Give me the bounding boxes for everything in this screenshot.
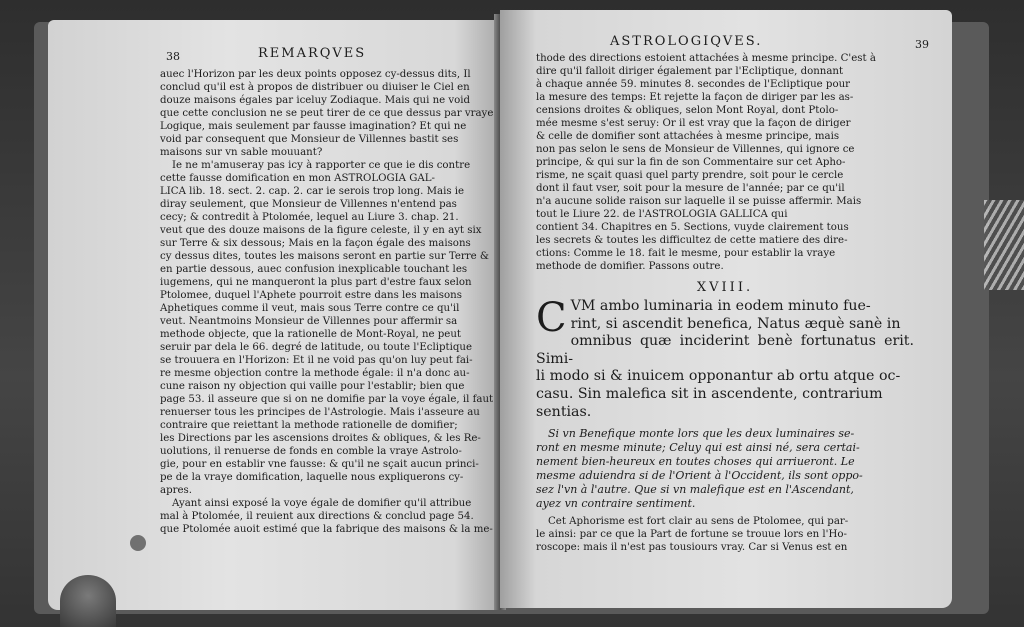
text-line: methode de domifier. Passons outre. (536, 261, 724, 272)
text-line: en partie dessous, auec confusion inexplicable touchant les (160, 264, 468, 275)
text-line: principe, & qui sur la fin de son Commentaire sur cet Apho- (536, 157, 846, 168)
text-line: Aphetiques comme il veut, mais sous Terre contre ce qu'il (160, 303, 460, 314)
text-line: & celle de domifier sont attachées à mesme principe, mais (536, 131, 840, 142)
text-line: ayez vn contraire sentiment. (536, 497, 696, 511)
commentary-top (536, 52, 914, 273)
stain (130, 535, 146, 551)
running-header: REMARQVES (258, 46, 367, 61)
text-line: Si vn Benefique monte lors que les deux luminaires se- (548, 427, 855, 441)
text-line: renuerser tous les principes de l'Astrologie. Mais i'asseure au (160, 407, 480, 418)
page-number: 38 (166, 50, 180, 63)
text-line: mée mesme s'est seruy: Or il est vray que la façon de diriger (536, 118, 851, 129)
text-line: apres. (160, 485, 192, 496)
text-line: li modo si & inuicem opponantur ab ortu atque oc- (536, 368, 901, 385)
text-line: cecy; & contredit à Ptolomée, lequel au Liure 3. chap. 21. (160, 212, 459, 223)
text-line: ctions: Comme le 18. fait le mesme, pour establir la vraye (536, 248, 836, 259)
text-line: uolutions, il renuerse de fonds en comble la vraye Astrolo- (160, 446, 462, 457)
text-line: ront en mesme minute; Celuy qui est ainsi né, sera certai- (536, 441, 860, 455)
text-line: nement bien-heureux en toutes choses qui arriueront. Le (536, 455, 855, 469)
text-line: roscope: mais il n'est pas tousiours vray. Car si Venus est en (536, 542, 848, 554)
text-line: LICA lib. 18. sect. 2. cap. 2. car ie serois trop long. Mais ie (160, 186, 465, 197)
text-line: la mesure des temps: Et rejette la façon de diriger par les as- (536, 92, 854, 103)
text-line: Ayant ainsi exposé la voye égale de domifier qu'il attribue (172, 498, 472, 509)
text-line: Ptolomee, duquel l'Aphete pourroit estre dans les maisons (160, 290, 462, 301)
text-line: rint, si ascendit benefica, Natus æquè sanè in (570, 315, 901, 332)
text-line: sez l'vn à l'autre. Que si vn malefique est en l'Ascendant, (536, 483, 854, 497)
text-line: methode objecte, que la rationelle de Mont-Royal, ne peut (160, 329, 461, 340)
text-line: veut. Neantmoins Monsieur de Villennes pour affermir sa (160, 316, 458, 327)
text-line: diray seulement, que Monsieur de Villennes n'entend pas (160, 199, 457, 210)
text-line: conclud qu'il est à propos de distribuer ou diuiser le Ciel en (160, 82, 470, 93)
text-line: douze maisons égales par iceluy Zodiaque. Mais qui ne void (160, 95, 471, 106)
text-line: mesme aduiendra si de l'Orient à l'Occident, ils sont oppo- (536, 469, 863, 483)
french-translation (536, 427, 914, 511)
text-line: Cet Aphorisme est fort clair au sens de Ptolomee, qui par- (548, 516, 849, 528)
section-title: XVIII. (696, 280, 754, 295)
text-line: Ie ne m'amuseray pas icy à rapporter ce que ie dis contre (172, 160, 471, 171)
text-line: Logique, mais seulement par fausse imagination? Et qui ne (160, 121, 467, 132)
text-line: que cette conclusion ne se peut tirer de ce que dessus par vraye (160, 108, 494, 119)
text-line: à chaque année 59. minutes 8. secondes de l'Ecliptique pour (536, 79, 851, 90)
right-page (500, 10, 952, 608)
text-line: mal à Ptolomée, il reuient aux directions & conclud page 54. (160, 511, 474, 522)
text-line: gie, pour en establir vne fausse: & qu'il ne sçait aucun princi- (160, 459, 479, 470)
text-line: thode des directions estoient attachées à mesme principe. C'est à (536, 53, 876, 64)
text-line: cette fausse domification en mon ASTROLOGIA GAL- (160, 173, 435, 184)
text-line: void par consequent que Monsieur de Villennes bastit ses (160, 134, 459, 145)
text-line: veut que des douze maisons de la figure celeste, il y en ayt six (160, 225, 482, 236)
commentary-bottom (536, 515, 914, 554)
left-page (48, 20, 500, 610)
text-line: sur Terre & six dessous; Mais en la façon égale des maisons (160, 238, 471, 249)
text-line: pe de la vraye domification, laquelle nous expliquerons cy- (160, 472, 464, 483)
text-line: contraire que reiettant la methode rationelle de domifier; (160, 420, 458, 431)
text-line: cy dessus dites, toutes les maisons seront en partie sur Terre & (160, 251, 489, 262)
text-line: tout le Liure 22. de l'ASTROLOGIA GALLICA qui (536, 209, 788, 220)
left-page-text (160, 68, 500, 536)
background-glare (984, 200, 1024, 290)
text-line: les secrets & toutes les difficultez de cette matiere des dire- (536, 235, 848, 246)
latin-aphorism (536, 295, 914, 421)
text-line: sentias. (536, 403, 592, 420)
text-line: seruir par dela le 66. degré de latitude, ou toute l'Ecliptique (160, 342, 472, 353)
text-line: risme, ne sçait quasi quel party prendre, soit pour le cercle (536, 170, 844, 181)
text-line: omnibus quæ inciderint benè fortunatus erit. Simi- (536, 333, 914, 367)
running-header: ASTROLOGIQVES. (610, 34, 763, 49)
page-number: 39 (915, 38, 929, 51)
text-line: dont il faut vser, soit pour la mesure de l'année; par ce qu'il (536, 183, 845, 194)
text-line: maisons sur vn sable mouuant? (160, 147, 323, 158)
text-line: contient 34. Chapitres en 5. Sections, vuyde clairement tous (536, 222, 849, 233)
text-line: le ainsi: par ce que la Part de fortune se trouue lors en l'Ho- (536, 529, 847, 541)
text-line: non pas selon le sens de Monsieur de Villennes, qui ignore ce (536, 144, 855, 155)
text-line: re mesme objection contre la methode égale: il n'a donc au- (160, 368, 470, 379)
right-page-text (536, 52, 914, 554)
text-line: VM ambo luminaria in eodem minuto fue- (570, 298, 871, 314)
text-line: auec l'Horizon par les deux points opposez cy-dessus dits, Il (160, 69, 471, 80)
text-line: censions droites & obliques, selon Mont Royal, dont Ptolo- (536, 105, 839, 116)
text-line: n'a aucune solide raison sur laquelle il se puisse affermir. Mais (536, 196, 862, 207)
thumb (60, 575, 116, 627)
text-line: cune raison ny objection qui vaille pour l'establir; bien que (160, 381, 465, 392)
text-line: que Ptolomée auoit estimé que la fabrique des maisons & la me- (160, 524, 493, 535)
text-line: iugemens, qui ne manqueront la plus part d'estre faux selon (160, 277, 472, 288)
text-line: se trouuera en l'Horizon: Et il ne void pas qu'on luy peut fai- (160, 355, 473, 366)
text-line: casu. Sin malefica sit in ascendente, contrarium (536, 385, 883, 402)
text-line: les Directions par les ascensions droites & obliques, & les Re- (160, 433, 481, 444)
drop-cap: C (536, 295, 567, 341)
text-line: dire qu'il falloit diriger également par l'Ecliptique, donnant (536, 66, 844, 77)
text-line: page 53. il asseure que si on ne domifie par la voye égale, il faut (160, 394, 494, 405)
